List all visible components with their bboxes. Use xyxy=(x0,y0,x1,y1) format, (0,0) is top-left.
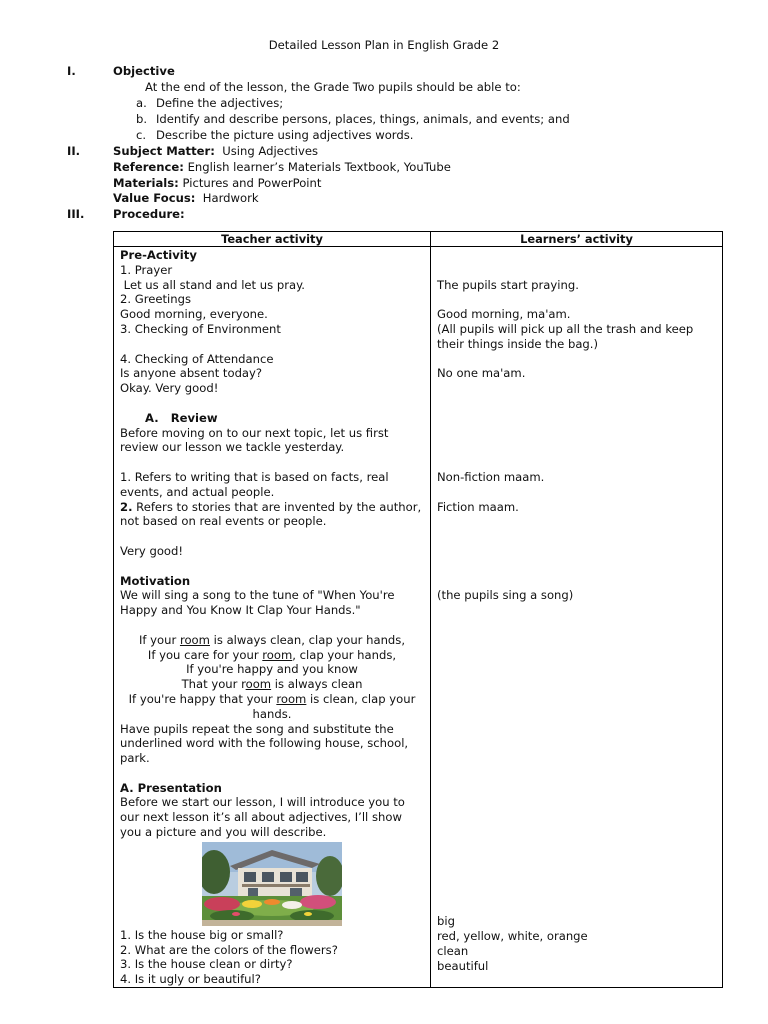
materials-line: Materials: Pictures and PowerPoint xyxy=(113,176,322,190)
objective-item: a. Define the adjectives; xyxy=(136,96,284,110)
picture-question: 1. Is the house big or small? xyxy=(120,927,284,942)
learner-answer: red, yellow, white, orange xyxy=(437,928,588,943)
song-line: That your room is always clean xyxy=(181,677,363,692)
song-lyrics xyxy=(120,633,424,722)
learner-response: Non-fiction maam. xyxy=(437,469,545,484)
learner-answer: beautiful xyxy=(437,958,489,973)
review-question-2: 2. Refers to stories that are invented by the author, not based on real events or people. xyxy=(120,499,422,529)
presentation-text: Before we start our lesson, I will introduce you to our next lesson it’s all about adjectives, I’ll show you a picture and you will describe. xyxy=(120,795,405,840)
objective-list xyxy=(113,96,570,144)
review-intro: Before moving on to our next topic, let us first review our lesson we tackle yesterday. xyxy=(120,425,389,455)
attendance-item: 4. Checking of Attendance xyxy=(120,351,274,366)
very-good-line: Very good! xyxy=(120,543,184,558)
procedure-heading: Procedure: xyxy=(113,207,185,221)
objective-item: c. Describe the picture using adjectives words. xyxy=(136,128,414,142)
song-line: If your room is always clean, clap your hands, xyxy=(138,632,406,647)
objective-heading: Objective xyxy=(113,64,175,78)
greetings-item: 2. Greetings xyxy=(120,292,192,307)
absent-question: Is anyone absent today? xyxy=(120,366,263,381)
learners-activity-header: Learners’ activity xyxy=(431,232,723,247)
learner-response: (All pupils will pick up all the trash and keep their things inside the bag.) xyxy=(437,321,694,351)
okay-line: Okay. Very good! xyxy=(120,381,219,396)
learner-response: Fiction maam. xyxy=(437,499,519,514)
review-question-1: 1. Refers to writing that is based on facts, real events, and actual people. xyxy=(120,469,389,499)
presentation-heading: A. Presentation xyxy=(120,780,222,795)
picture-question: 3. Is the house clean or dirty? xyxy=(120,957,293,972)
procedure-numeral: III. xyxy=(67,207,85,221)
reference-line: Reference: English learner’s Materials Textbook, YouTube xyxy=(113,160,451,174)
document-title: Detailed Lesson Plan in English Grade 2 xyxy=(268,38,500,52)
objective-item: b. Identify and describe persons, places, things, animals, and events; and xyxy=(136,112,570,126)
greetings-line: Good morning, everyone. xyxy=(120,307,268,322)
subject-matter-line: Subject Matter: Using Adjectives xyxy=(113,144,318,158)
prayer-line: Let us all stand and let us pray. xyxy=(120,277,305,292)
teacher-activity-header: Teacher activity xyxy=(114,232,431,247)
review-heading: A. Review xyxy=(145,410,218,425)
pre-activity-heading: Pre-Activity xyxy=(120,248,197,262)
environment-item: 3. Checking of Environment xyxy=(120,321,281,336)
learner-response: (the pupils sing a song) xyxy=(437,588,574,603)
learner-response: The pupils start praying. xyxy=(437,277,579,292)
motivation-text: We will sing a song to the tune of "When You're Happy and You Know It Clap Your Hands." xyxy=(120,588,395,618)
value-focus-line: Value Focus: Hardwork xyxy=(113,191,259,205)
prayer-item: 1. Prayer xyxy=(120,262,173,277)
picture-question: 4. Is it ugly or beautiful? xyxy=(120,972,261,987)
motivation-heading: Motivation xyxy=(120,573,191,588)
repeat-instructions: Have pupils repeat the song and substitute the underlined word with the following house, school, park. xyxy=(120,721,409,766)
learners-activity-cell xyxy=(431,247,723,988)
song-line: If you care for your room, clap your hands, xyxy=(147,647,397,662)
teacher-activity-cell xyxy=(114,247,431,988)
subject-numeral: II. xyxy=(67,144,81,158)
learner-response: Good morning, ma'am. xyxy=(437,307,571,322)
house-picture xyxy=(202,842,342,926)
song-line: If you're happy and you know xyxy=(186,662,358,677)
procedure-table xyxy=(113,231,723,988)
learner-answer: big xyxy=(437,914,455,929)
song-line: If you're happy that your room is clean, clap your hands. xyxy=(128,691,416,721)
objective-intro: At the end of the lesson, the Grade Two pupils should be able to: xyxy=(145,80,521,94)
learner-response: No one ma'am. xyxy=(437,366,526,381)
learner-answer: clean xyxy=(437,943,469,958)
picture-question: 2. What are the colors of the flowers? xyxy=(120,942,338,957)
objective-numeral: I. xyxy=(67,64,76,78)
